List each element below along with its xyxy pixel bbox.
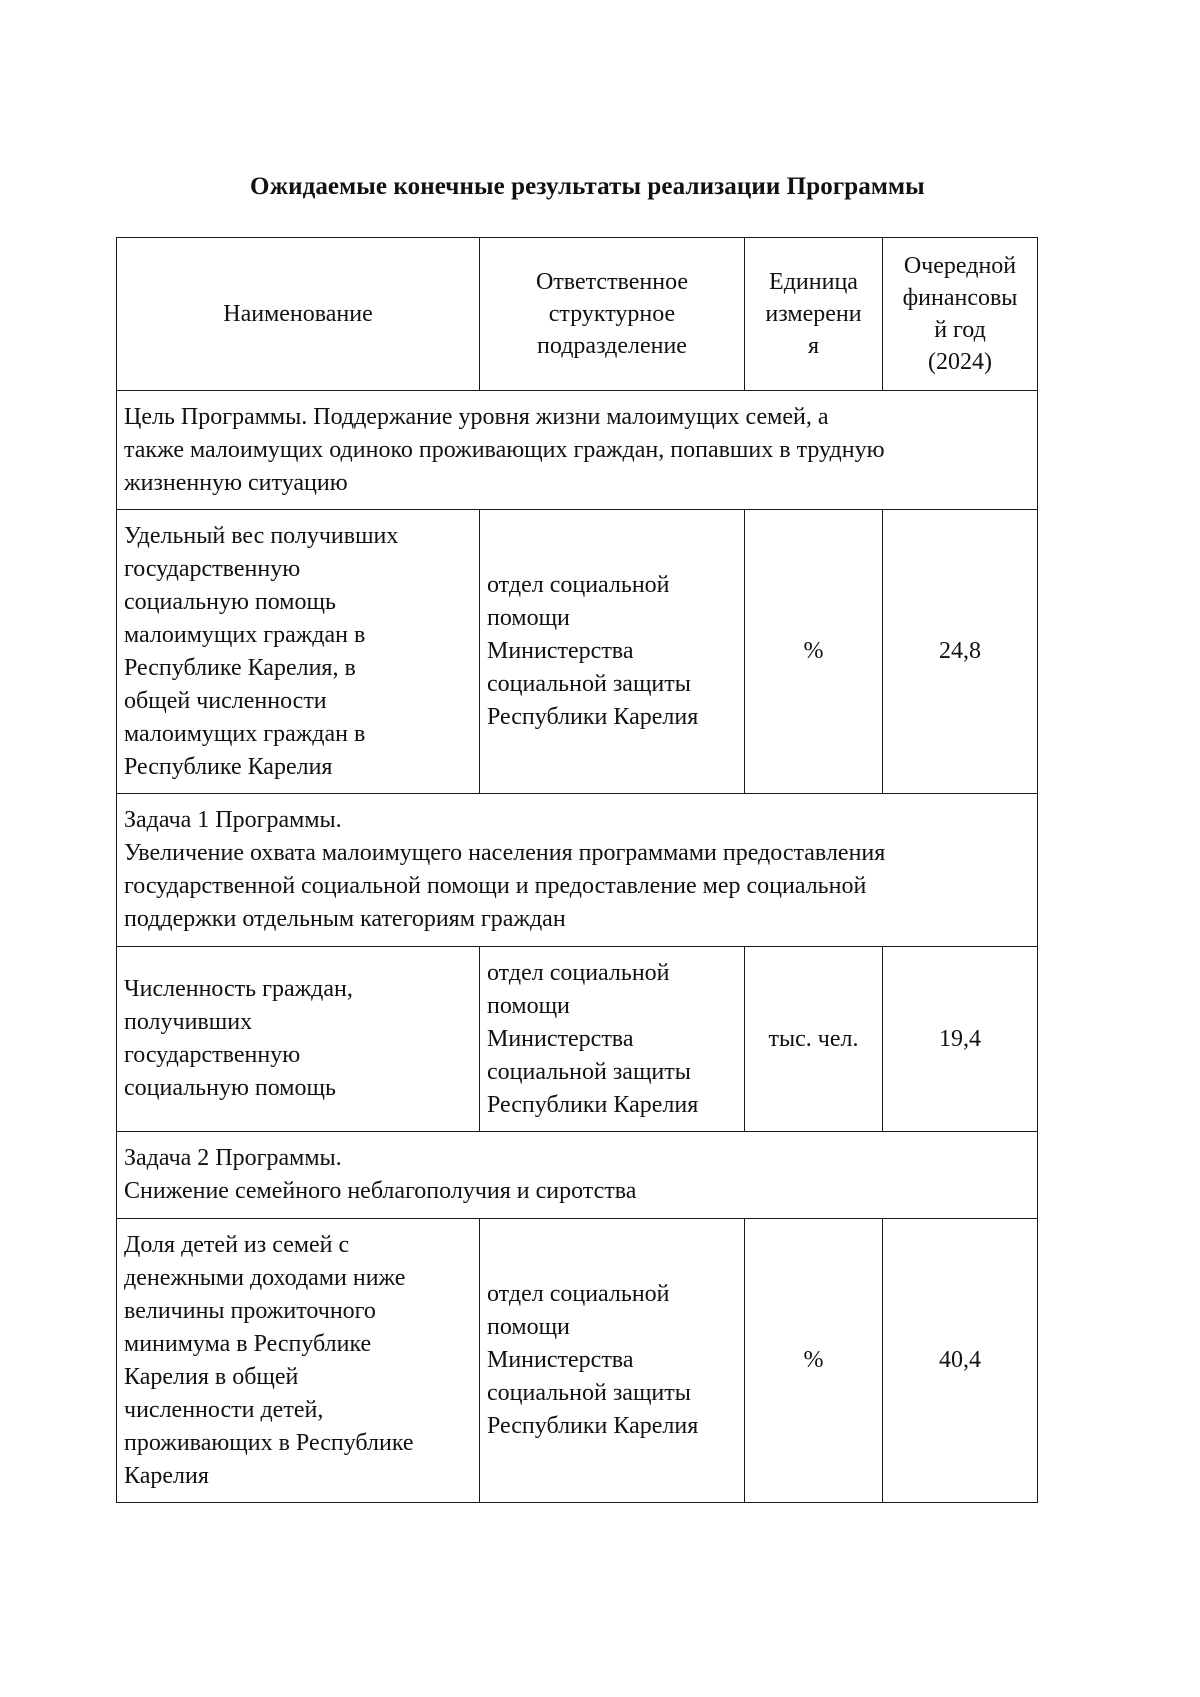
task-1-text: Задача 1 Программы. Увеличение охвата малоимущего населения программами предоставления государственной социальной помощи и предоставление мер социальной поддержки отдельным категориям граждан: [117, 794, 1038, 947]
goal-row: [117, 391, 1038, 510]
indicator-department: отдел социальной помощи Министерства социальной защиты Республики Карелия: [480, 510, 745, 794]
header-name: Наименование: [117, 238, 480, 391]
page-title: Ожидаемые конечные результаты реализации Программы: [250, 173, 925, 200]
indicator-name: Удельный вес получивших государственную социальную помощь малоимущих граждан в Республике Карелия, в общей численности малоимущих граждан в Республике Карелия: [117, 510, 480, 794]
indicator-value: 24,8: [883, 510, 1038, 794]
task-1-row: [117, 794, 1038, 947]
indicator-unit: %: [745, 510, 883, 794]
header-year: Очередной финансовы й год (2024): [883, 238, 1038, 391]
indicator-value: 40,4: [883, 1219, 1038, 1503]
header-department: Ответственное структурное подразделение: [480, 238, 745, 391]
table-row: [117, 1219, 1038, 1503]
indicator-name: Численность граждан, получивших государственную социальную помощь: [117, 947, 480, 1132]
indicator-department: отдел социальной помощи Министерства социальной защиты Республики Карелия: [480, 1219, 745, 1503]
header-unit: Единица измерени я: [745, 238, 883, 391]
indicator-value: 19,4: [883, 947, 1038, 1132]
table-row: [117, 510, 1038, 794]
indicator-department: отдел социальной помощи Министерства социальной защиты Республики Карелия: [480, 947, 745, 1132]
results-table: [116, 237, 1038, 1503]
task-2-text: Задача 2 Программы. Снижение семейного неблагополучия и сиротства: [117, 1132, 1038, 1219]
indicator-unit: тыс. чел.: [745, 947, 883, 1132]
table-row: [117, 947, 1038, 1132]
task-2-row: [117, 1132, 1038, 1219]
table-header-row: [117, 238, 1038, 391]
goal-text: Цель Программы. Поддержание уровня жизни малоимущих семей, а также малоимущих одиноко проживающих граждан, попавших в трудную жизненную ситуацию: [117, 391, 1038, 510]
indicator-name: Доля детей из семей с денежными доходами ниже величины прожиточного минимума в Республике Карелия в общей численности детей, проживающих в Республике Карелия: [117, 1219, 480, 1503]
indicator-unit: %: [745, 1219, 883, 1503]
